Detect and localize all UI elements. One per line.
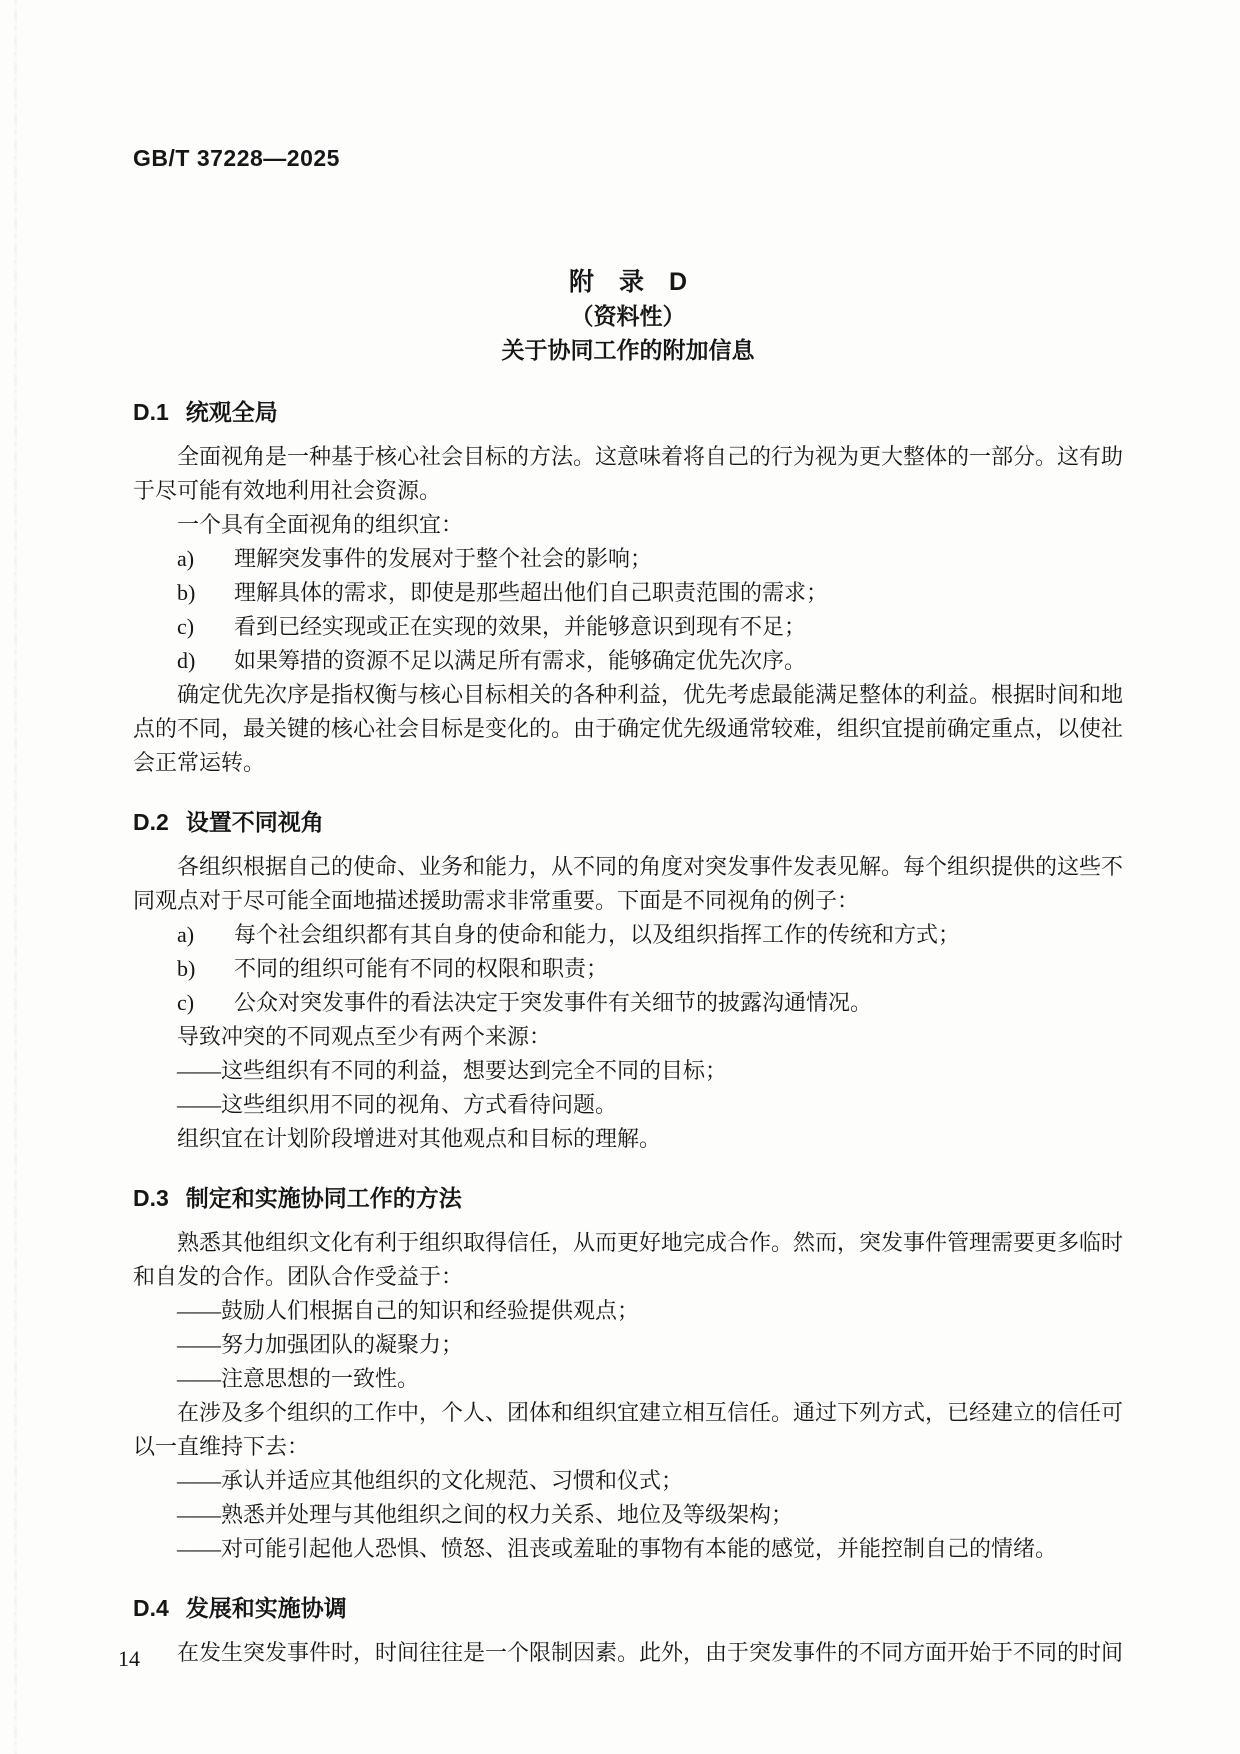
- list-item: [133, 986, 1123, 1020]
- dash-item: ——鼓励人们根据自己的知识和经验提供观点；: [177, 1298, 640, 1323]
- paragraph: 在涉及多个组织的工作中，个人、团体和组织宜建立相互信任。通过下列方式，已经建立的信任可以一直维持下去：: [133, 1400, 1124, 1459]
- dash-item: ——熟悉并处理与其他组织之间的权力关系、地位及等级架构；: [177, 1502, 794, 1527]
- paragraph: 确定优先次序是指权衡与核心目标相关的各种利益，优先考虑最能满足整体的利益。根据时间和地点的不同，最关键的核心社会目标是变化的。由于确定优先级通常较难，组织宜提前确定重点，以使社会正常运转。: [133, 682, 1124, 775]
- section-number: D.2: [133, 809, 169, 835]
- list-text: 每个社会组织都有其自身的使命和能力，以及组织指挥工作的传统和方式；: [234, 922, 961, 947]
- list-label: a): [177, 546, 195, 571]
- section-body: [133, 1226, 1123, 1566]
- list-text: 看到已经实现或正在实现的效果，并能够意识到现有不足；: [234, 614, 807, 639]
- section-title: 统观全局: [185, 399, 278, 425]
- section-number: D.3: [133, 1185, 169, 1211]
- list-label: d): [177, 648, 196, 673]
- list-item: [133, 644, 1123, 678]
- section-heading: [133, 1183, 1123, 1213]
- list-label: c): [177, 990, 195, 1015]
- section-d2: [133, 807, 1123, 1156]
- list-text: 公众对突发事件的看法决定于突发事件有关细节的披露沟通情况。: [234, 990, 873, 1015]
- list-item: [133, 542, 1123, 576]
- section-heading: [133, 397, 1123, 427]
- list-text: 如果筹措的资源不足以满足所有需求，能够确定优先次序。: [234, 648, 807, 673]
- list-item: [133, 576, 1123, 610]
- list-text: 理解突发事件的发展对于整个社会的影响；: [234, 546, 653, 571]
- standard-number: GB/T 37228—2025: [133, 145, 340, 171]
- dash-item: ——承认并适应其他组织的文化规范、习惯和仪式；: [177, 1468, 684, 1493]
- section-number: D.4: [133, 1595, 169, 1621]
- section-body: [133, 440, 1123, 780]
- paragraph: 熟悉其他组织文化有利于组织取得信任，从而更好地完成合作。然而，突发事件管理需要更多临时和自发的合作。团队合作受益于：: [133, 1230, 1124, 1289]
- section-title: 发展和实施协调: [185, 1595, 347, 1621]
- list-item: [133, 918, 1123, 952]
- dash-item: ——注意思想的一致性。: [177, 1366, 420, 1391]
- list-lead-in: 导致冲突的不同观点至少有两个来源：: [177, 1024, 552, 1049]
- section-title: 制定和实施协同工作的方法: [185, 1185, 462, 1211]
- dash-item: ——对可能引起他人恐惧、愤怒、沮丧或羞耻的事物有本能的感觉，并能控制自己的情绪。: [177, 1536, 1058, 1561]
- section-number: D.1: [133, 399, 169, 425]
- section-body: [133, 1636, 1123, 1670]
- list-item: [133, 610, 1123, 644]
- section-d1: [133, 397, 1123, 780]
- list-label: c): [177, 614, 195, 639]
- section-heading: [133, 807, 1123, 837]
- section-d4: [133, 1593, 1123, 1670]
- appendix-title: 附 录 D: [568, 268, 688, 296]
- paragraph: 在发生突发事件时，时间往往是一个限制因素。此外，由于突发事件的不同方面开始于不同的时间: [177, 1640, 1124, 1665]
- list-text: 理解具体的需求，即使是那些超出他们自己职责范围的需求；: [234, 580, 829, 605]
- page-number: 14: [118, 1646, 140, 1671]
- paragraph: 组织宜在计划阶段增进对其他观点和目标的理解。: [177, 1126, 662, 1151]
- list-lead-in: 一个具有全面视角的组织宜：: [177, 512, 464, 537]
- section-d3: [133, 1183, 1123, 1566]
- scan-artifact-edge: [14, 0, 17, 1754]
- appendix-title-block: [133, 265, 1123, 367]
- section-body: [133, 850, 1123, 1156]
- appendix-subject: 关于协同工作的附加信息: [501, 337, 755, 363]
- paragraph: 各组织根据自己的使命、业务和能力，从不同的角度对突发事件发表见解。每个组织提供的这些不同观点对于尽可能全面地描述援助需求非常重要。下面是不同视角的例子：: [133, 854, 1124, 913]
- paragraph: 全面视角是一种基于核心社会目标的方法。这意味着将自己的行为视为更大整体的一部分。这有助于尽可能有效地利用社会资源。: [133, 444, 1124, 503]
- dash-item: ——努力加强团队的凝聚力；: [177, 1332, 464, 1357]
- list-label: b): [177, 956, 196, 981]
- section-heading: [133, 1593, 1123, 1623]
- list-label: a): [177, 922, 195, 947]
- section-title: 设置不同视角: [185, 809, 324, 835]
- list-text: 不同的组织可能有不同的权限和职责；: [234, 956, 609, 981]
- appendix-normative-type: （资料性）: [570, 303, 686, 329]
- dash-item: ——这些组织用不同的视角、方式看待问题。: [177, 1092, 618, 1117]
- list-label: b): [177, 580, 196, 605]
- dash-item: ——这些组织有不同的利益，想要达到完全不同的目标；: [177, 1058, 728, 1083]
- list-item: [133, 952, 1123, 986]
